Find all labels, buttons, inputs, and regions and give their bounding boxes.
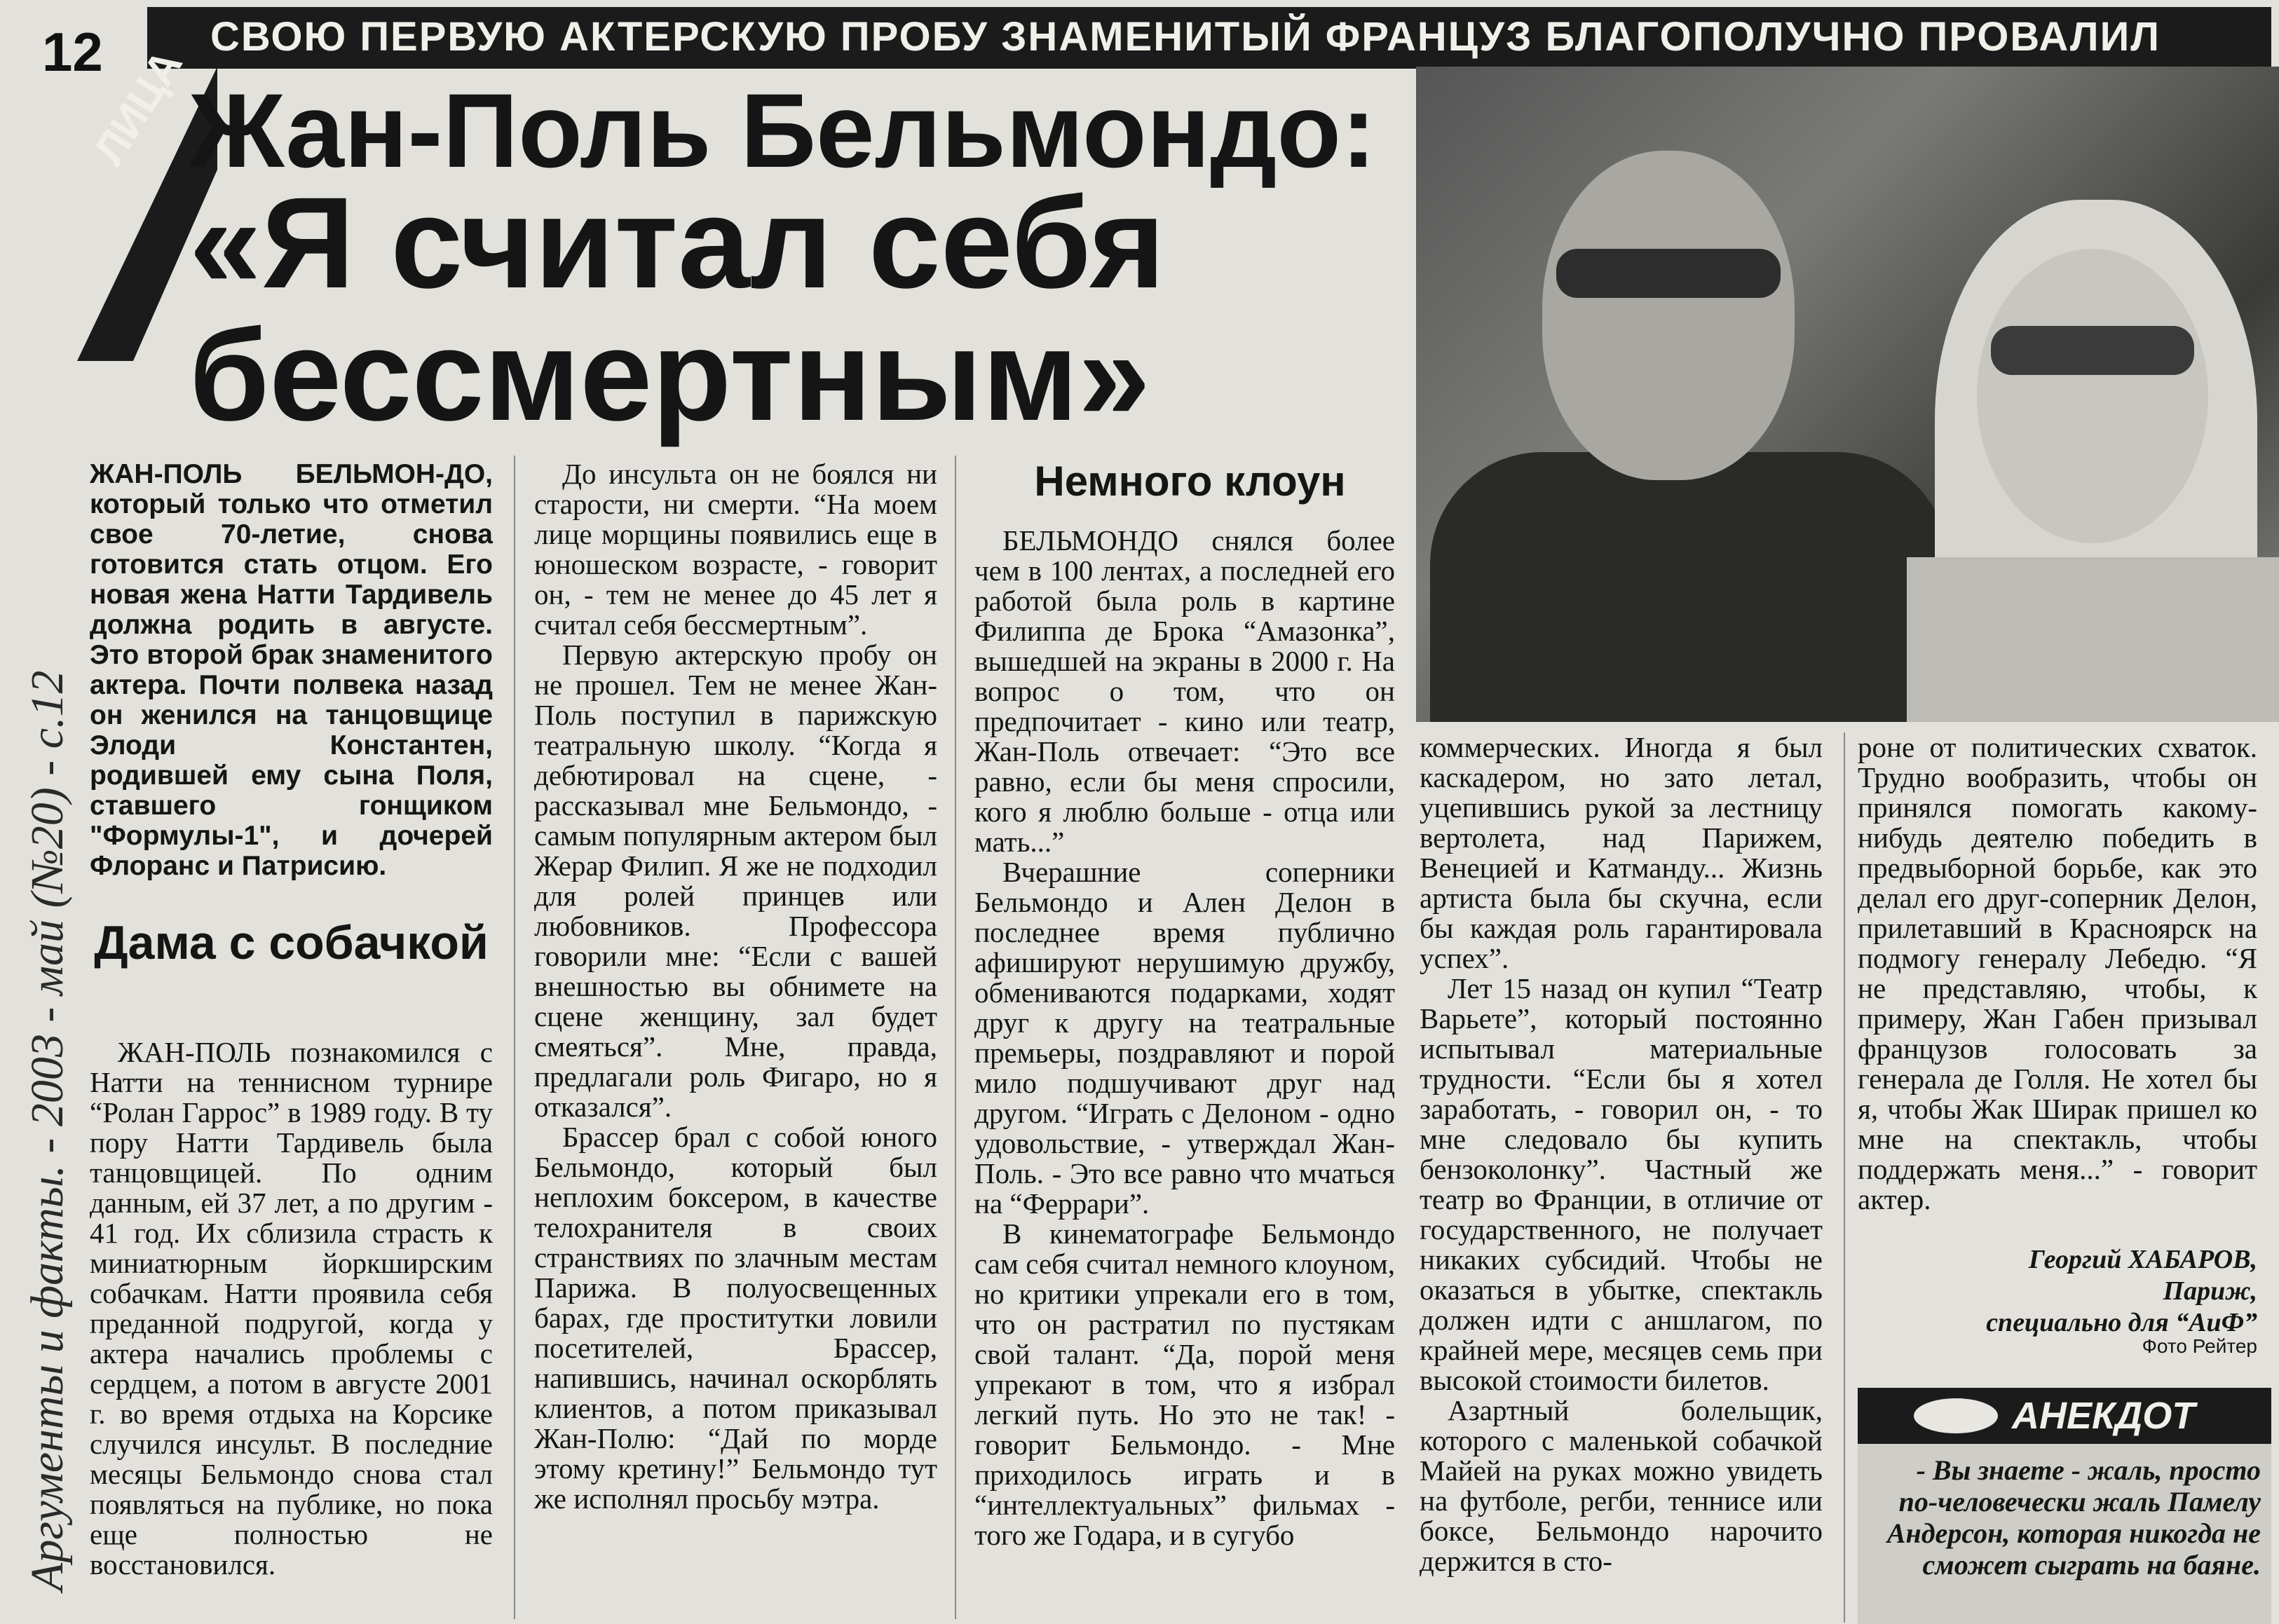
paragraph: Азартный болельщик, которого с маленькой собачкой Майей на руках можно увидеть на футболе, регби, теннисе или боксе, Бельмондо нарочито держится в сто- [1420, 1394, 1823, 1577]
photo-credit: Фото Рейтер [2142, 1335, 2257, 1357]
byline-place: Париж, [2163, 1276, 2257, 1306]
kicker-text: СВОЮ ПЕРВУЮ АКТЕРСКУЮ ПРОБУ ЗНАМЕНИТЫЙ ФРАНЦУЗ БЛАГОПОЛУЧНО ПРОВАЛИЛ [210, 14, 2161, 60]
photo-figure-woman-face [1977, 249, 2208, 543]
column-rule [1844, 732, 1845, 1623]
lead-paragraph: ЖАН-ПОЛЬ БЕЛЬМОН-ДО, который только что отметил свое 70-летие, снова готовится стать отцом. Его новая жена Натти Тардивель должна родить в августе. Это второй брак знаменитого актера. Почти полвека назад он женился на танцовщице Элоди Константен, родившей ему сына Поля, ставшего гонщиком "Формулы-1", и дочерей Флоранс и Патрисию. [90, 459, 493, 881]
headline-line-2: «Я считал себя бессмертным» [189, 171, 1166, 448]
paragraph: До инсульта он не боялся ни старости, ни смерти. “На моем лице морщины появились еще в юношеском возрасте, - говорит он, - тем не менее до 45 лет я считал себя бессмертным”. [534, 458, 937, 641]
paragraph: коммерческих. Иногда я был каскадером, но зато летал, уцепившись рукой за лестницу вертолета, над Парижем, Венецией и Катманду... Жизнь артиста была бы скучна, если бы каждая роль гарантировала успех”. [1420, 731, 1823, 974]
article-photo [1416, 67, 2279, 722]
column-3 [974, 526, 1395, 1550]
paragraph: ЖАН-ПОЛЬ познакомился с Натти на теннисном турнире “Ролан Гаррос” в 1989 году. В ту пору Натти Тардивель была танцовщицей. По одним данным, ей 37 лет, а по другим - 41 год. Их сблизила страсть к миниатюрным йоркширским собачкам. Натти проявила себя преданной подругой, когда у актера начались проблемы с сердцем, а потом в августе 2001 г. во время отдыха на Корсике случился инсульт. В последние месяцы Бельмондо снова стал появляться на публике, но пока еще полностью не восстановился. [90, 1036, 493, 1581]
page-number: 12 [42, 21, 103, 83]
lips-icon [1914, 1398, 1998, 1433]
subhead-klown: Немного клоун [1034, 458, 1346, 505]
byline-author: Георгий ХАБАРОВ, [2028, 1245, 2257, 1274]
headline-line-1: Жан-Поль Бельмондо: [189, 71, 1376, 189]
column-5 [1858, 732, 2257, 1215]
rubric-label: ЛИЦА [84, 41, 192, 174]
photo-sunglasses [1556, 249, 1781, 298]
column-rule [514, 456, 515, 1619]
paragraph: БЕЛЬМОНДО снялся более чем в 100 лентах, а последней его работой была роль в картине Филиппа де Брока “Амазонка”, вышедшей на экраны в 2000 г. На вопрос о том, что он предпочитает - кино или театр, Жан-Поль отвечает: “Это все равно, если бы меня спросили, кого я люблю больше - отца или мать...” [974, 524, 1395, 858]
anekdot-text: - Вы знаете - жаль, просто по-человечески жаль Памелу Андерсон, которая никогда не сможет сыграть на баяне. [1886, 1454, 2261, 1581]
byline [1858, 1244, 2257, 1339]
paragraph: Первую актерскую пробу он не прошел. Тем не менее Жан-Поль поступил в парижскую театральную школу. “Когда я дебютировал на сцене, - рассказывал мне Бельмондо, - самым популярным актером был Жерар Филип. Я же не подходил для ролей принцев или любовников. Профессора говорили мне: “Если с вашей внешностью вы обнимете на сцене женщину, зал будет смеяться”. Мне, правда, предлагали роль Фигаро, но я отказался”. [534, 639, 937, 1123]
column-2 [534, 459, 937, 1514]
photo-figure-man-face [1542, 151, 1795, 480]
paragraph: роне от политических схваток. Трудно вообразить, чтобы он принялся помогать какому-нибудь деятелю победить в предвыборной борьбе, как это делал его друг-соперник Делон, прилетавший в Красноярск на подмогу генералу Лебедю. “Я не представляю, чтобы, к примеру, Жан Габен призывал французов голосовать за генерала де Голля. Не хотел бы я, чтобы Жак Ширак пришел ко мне на спектакль, чтобы поддержать меня...” - говорит актер. [1858, 731, 2257, 1215]
handwritten-note: Аргументы и факты. - 2003 - май (№20) - с.12 [22, 670, 73, 1591]
paragraph: В кинематографе Бельмондо сам себя считал немного клоуном, но критики упрекали его в том, что он растратил по пустякам свой талант. “Да, порой меня упрекают в том, что я избрал легкий путь. Но это не так! - говорит Бельмондо. - Мне приходилось играть и в “интеллектуальных” фильмах - того же Годара, и в сугубо [974, 1217, 1395, 1551]
byline-role: специально для “АиФ” [1986, 1308, 2257, 1337]
headline [189, 71, 1423, 448]
column-1-body [90, 1037, 493, 1580]
anekdot-title: АНЕКДОТ [2012, 1395, 2196, 1437]
paragraph: Брассер брал с собой юного Бельмондо, который был неплохим боксером, в качестве телохранителя в своих странствиях по злачным местам Парижа. В полуосвещенных барах, где проститутки ловили посетителей, Брассер, напившись, начинал оскорблять клиентов, а потом приказывал Жан-Полю: “Дай по морде этому кретину!” Бельмондо тут же исполнял просьбу мэтра. [534, 1121, 937, 1515]
paragraph: Лет 15 назад он купил “Театр Варьете”, который постоянно испытывал материальные трудности. “Если бы я хотел заработать, - говорил он, - то мне следовало бы купить бензоколонку”. Частный же театр во Франции, в отличие от государственного, не получает никаких субсидий. Чтобы не оказаться в убытке, спектакль должен идти с аншлагом, по крайней мере, месяцев семь при высокой стоимости билетов. [1420, 972, 1823, 1396]
column-rule [955, 456, 956, 1619]
photo-figure-woman-body [1907, 557, 2279, 722]
subhead-dama: Дама с собачкой [94, 916, 489, 969]
photo-sunglasses-woman [1991, 326, 2194, 375]
paragraph: Вчерашние соперники Бельмондо и Ален Делон в последнее время публично афишируют нерушимую дружбу, обмениваются подарками, ходят друг к другу на театральные премьеры, поздравляют и порой мило подшучивают друг над другом. “Играть с Делоном - одно удовольствие, - утверждал Жан-Поль. - Это все равно что мчаться на “Феррари”. [974, 856, 1395, 1220]
column-4 [1420, 732, 1823, 1576]
photo-figure-man-body [1430, 452, 1949, 722]
